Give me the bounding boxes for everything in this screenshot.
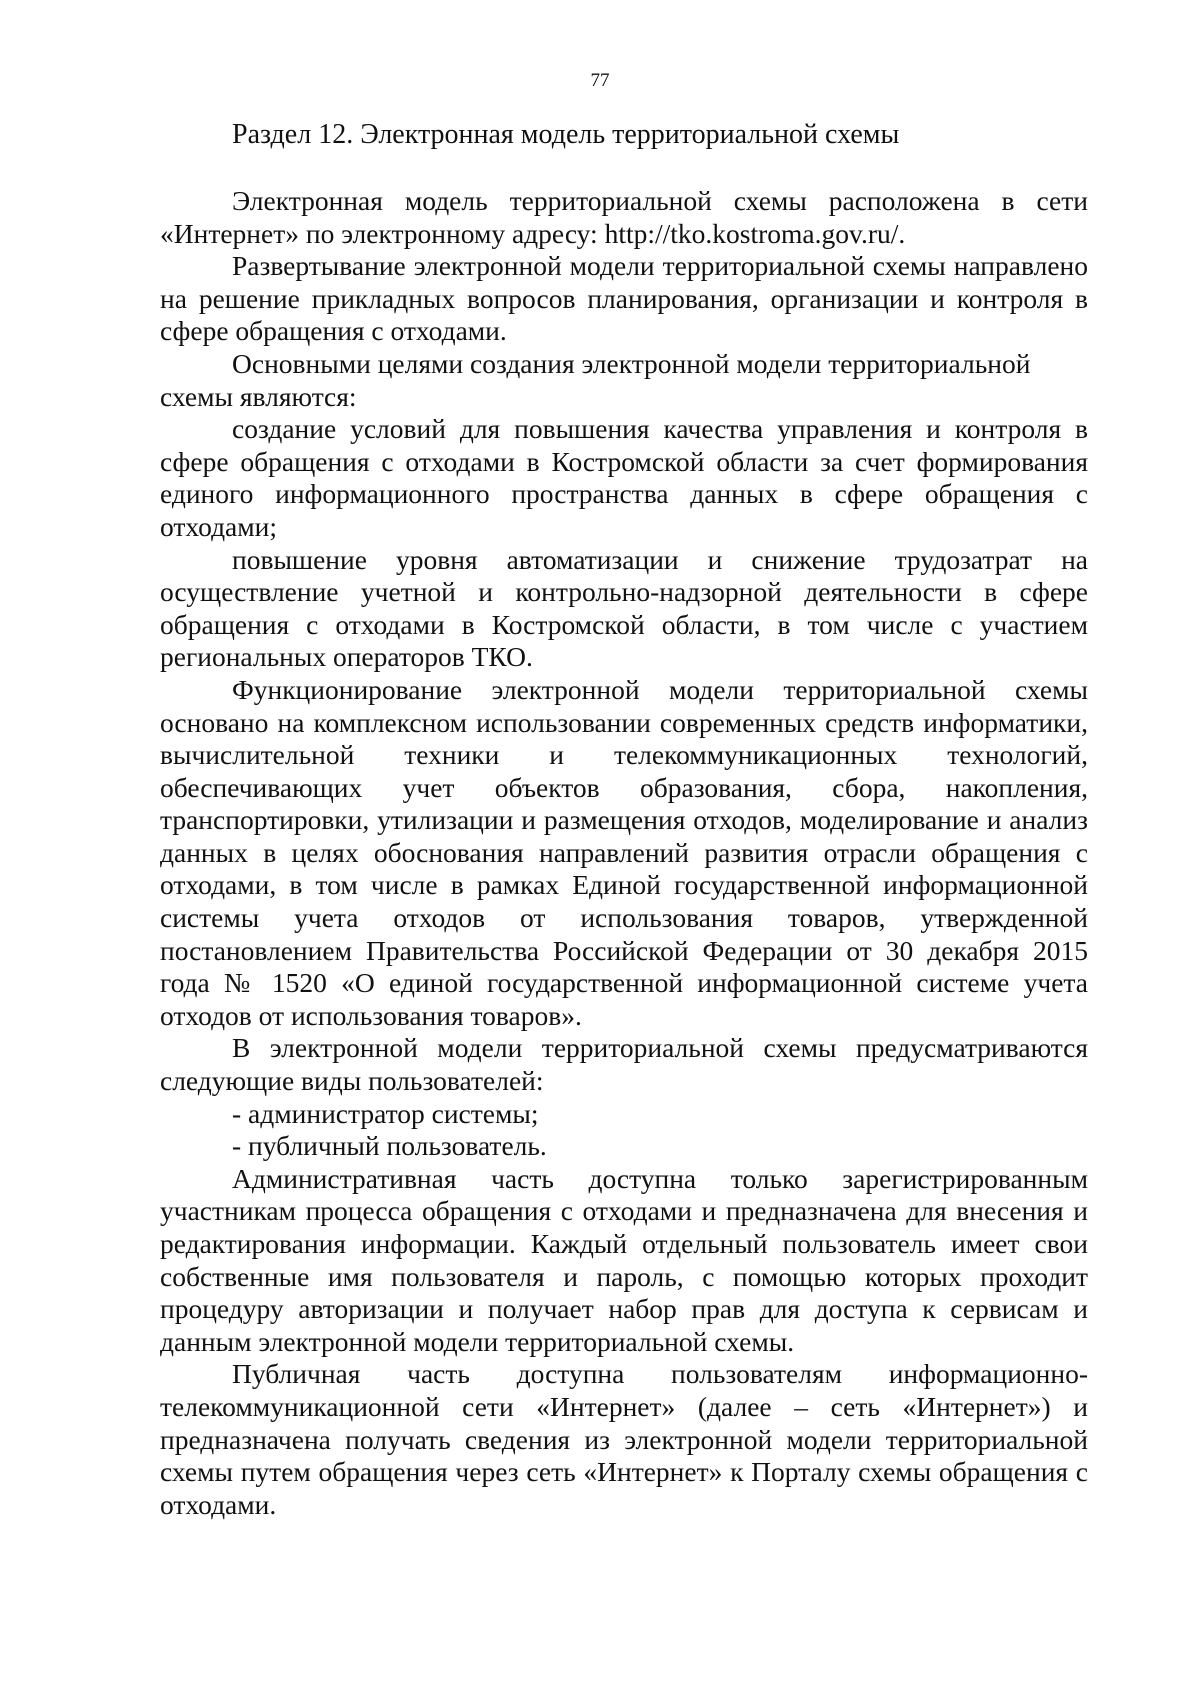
paragraph-deployment: Развертывание электронной модели территориальной схемы направлено на решение прикладных вопросов планирования, организации и контроля в сфере обращения с отходами. xyxy=(160,250,1088,347)
page-number: 77 xyxy=(590,70,610,91)
document-body xyxy=(160,185,1088,1521)
paragraph-public-part: Публичная часть доступна пользователям информационно-телекоммуникационной сети «Интернет» (далее – сеть «Интернет») и предназначена получать сведения из электронной модели территориальной схемы путем обращения через сеть «Интернет» к Порталу схемы обращения с отходами. xyxy=(160,1358,1088,1520)
list-item-admin: - администратор системы; xyxy=(232,1097,539,1129)
paragraph-functioning: Функционирование электронной модели территориальной схемы основано на комплексном использовании современных средств информатики, вычислительной техники и телекоммуникационных технологий, обеспечивающих учет объектов образования, сбора, накопления, транспортировки, утилизации и размещения отходов, моделирование и анализ данных в целях обоснования направлений развития отрасли обращения с отходами, в том числе в рамках Единой государственной информационной системы учета отходов от использования товаров, утвержденной постановлением Правительства Российской Федерации от 30 декабря 2015 года № 1520 «О единой государственной информационной системе учета отходов от использования товаров». xyxy=(160,673,1088,1031)
paragraph-goal-automation: повышение уровня автоматизации и снижение трудозатрат на осуществление учетной и контрольно-надзорной деятельности в сфере обращения с отходами в Костромской области, в том числе с участием региональных операторов ТКО. xyxy=(160,543,1088,673)
list-item-public: - публичный пользователь. xyxy=(232,1130,547,1162)
paragraph-admin-part: Административная часть доступна только зарегистрированным участникам процесса обращения с отходами и предназначена для внесения и редактирования информации. Каждый отдельный пользователь имеет свои собственные имя пользователя и пароль, с помощью которых проходит процедуру авторизации и получает набор прав для доступа к сервисам и данным электронной модели территориальной схемы. xyxy=(160,1162,1088,1357)
paragraph-goal-conditions: создание условий для повышения качества управления и контроля в сфере обращения с отходами в Костромской области за счет формирования единого информационного пространства данных в сфере обращения с отходами; xyxy=(160,413,1088,542)
paragraph-user-types: В электронной модели территориальной схемы предусматриваются следующие виды пользователей: xyxy=(160,1032,1088,1097)
paragraph-internet-address: Электронная модель территориальной схемы расположена в сети «Интернет» по электронному адресу: http://tko.kostroma.gov.ru/. xyxy=(160,185,1088,249)
paragraph-goals-intro: Основными целями создания электронной модели территориальной схемы являются: xyxy=(160,347,1031,412)
section-title: Раздел 12. Электронная модель территориальной схемы xyxy=(232,119,900,150)
